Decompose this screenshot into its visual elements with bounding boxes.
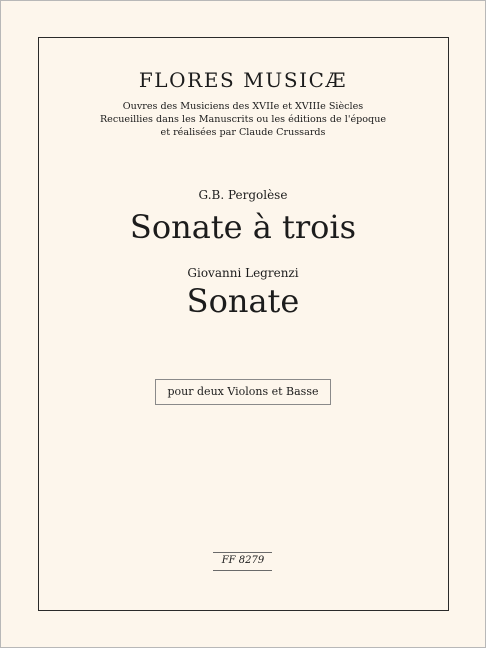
- composer-legrenzi: Giovanni Legrenzi: [187, 266, 299, 280]
- subtitle-line-3: et réalisées par Claude Crussards: [160, 127, 326, 138]
- series-title: FLORES MUSICÆ: [138, 68, 348, 92]
- work-title-1: Sonate à trois: [129, 208, 357, 246]
- catalog-number: FF 8279: [221, 555, 265, 566]
- composer-pergolese: G.B. Pergolèse: [198, 188, 288, 202]
- catalog-rule-top: [213, 552, 272, 553]
- subtitle-line-2: Recueillies dans les Manuscrits ou les éditions de l'époque: [99, 114, 387, 125]
- catalog-rule-bottom: [213, 570, 272, 571]
- subtitle-line-1: Ouvres des Musiciens des XVIIe et XVIIIe Siècles: [122, 101, 364, 112]
- instrumentation-box: pour deux Violons et Basse: [155, 379, 331, 405]
- work-title-2: Sonate: [186, 282, 300, 320]
